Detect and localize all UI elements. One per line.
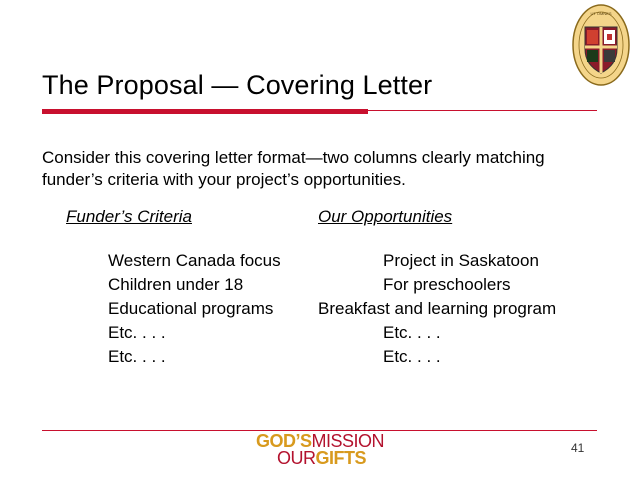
criteria-item: Educational programs xyxy=(108,299,274,318)
intro-text: Consider this covering letter format—two columns clearly matching funder’s criteria with your project’s opportunities. xyxy=(42,148,545,189)
svg-text:UT OMNES: UT OMNES xyxy=(590,11,612,16)
opportunity-item: Etc. . . . xyxy=(383,323,441,342)
slide-title: The Proposal — Covering Letter xyxy=(42,70,433,100)
criteria-item: Children under 18 xyxy=(108,275,244,294)
title-underline-thin xyxy=(368,110,597,111)
united-church-crest-icon xyxy=(571,3,631,87)
page-number: 41 xyxy=(571,441,585,455)
funders-criteria-heading: Funder’s Criteria xyxy=(66,207,192,226)
opportunity-item: Breakfast and learning program xyxy=(318,299,557,318)
our-opportunities-heading: Our Opportunities xyxy=(318,207,453,226)
opportunity-item: For preschoolers xyxy=(383,275,511,294)
logo-line-1: GOD’SMISSION xyxy=(256,431,385,451)
opportunity-item: Project in Saskatoon xyxy=(383,251,539,270)
gods-mission-our-gifts-logo xyxy=(256,433,396,473)
criteria-item: Western Canada focus xyxy=(108,251,281,270)
criteria-item: Etc. . . . xyxy=(108,323,166,342)
criteria-item: Etc. . . . xyxy=(108,347,166,366)
logo-line-2: OURGIFTS xyxy=(277,448,366,468)
title-underline-accent xyxy=(42,109,368,114)
opportunity-item: Etc. . . . xyxy=(383,347,441,366)
